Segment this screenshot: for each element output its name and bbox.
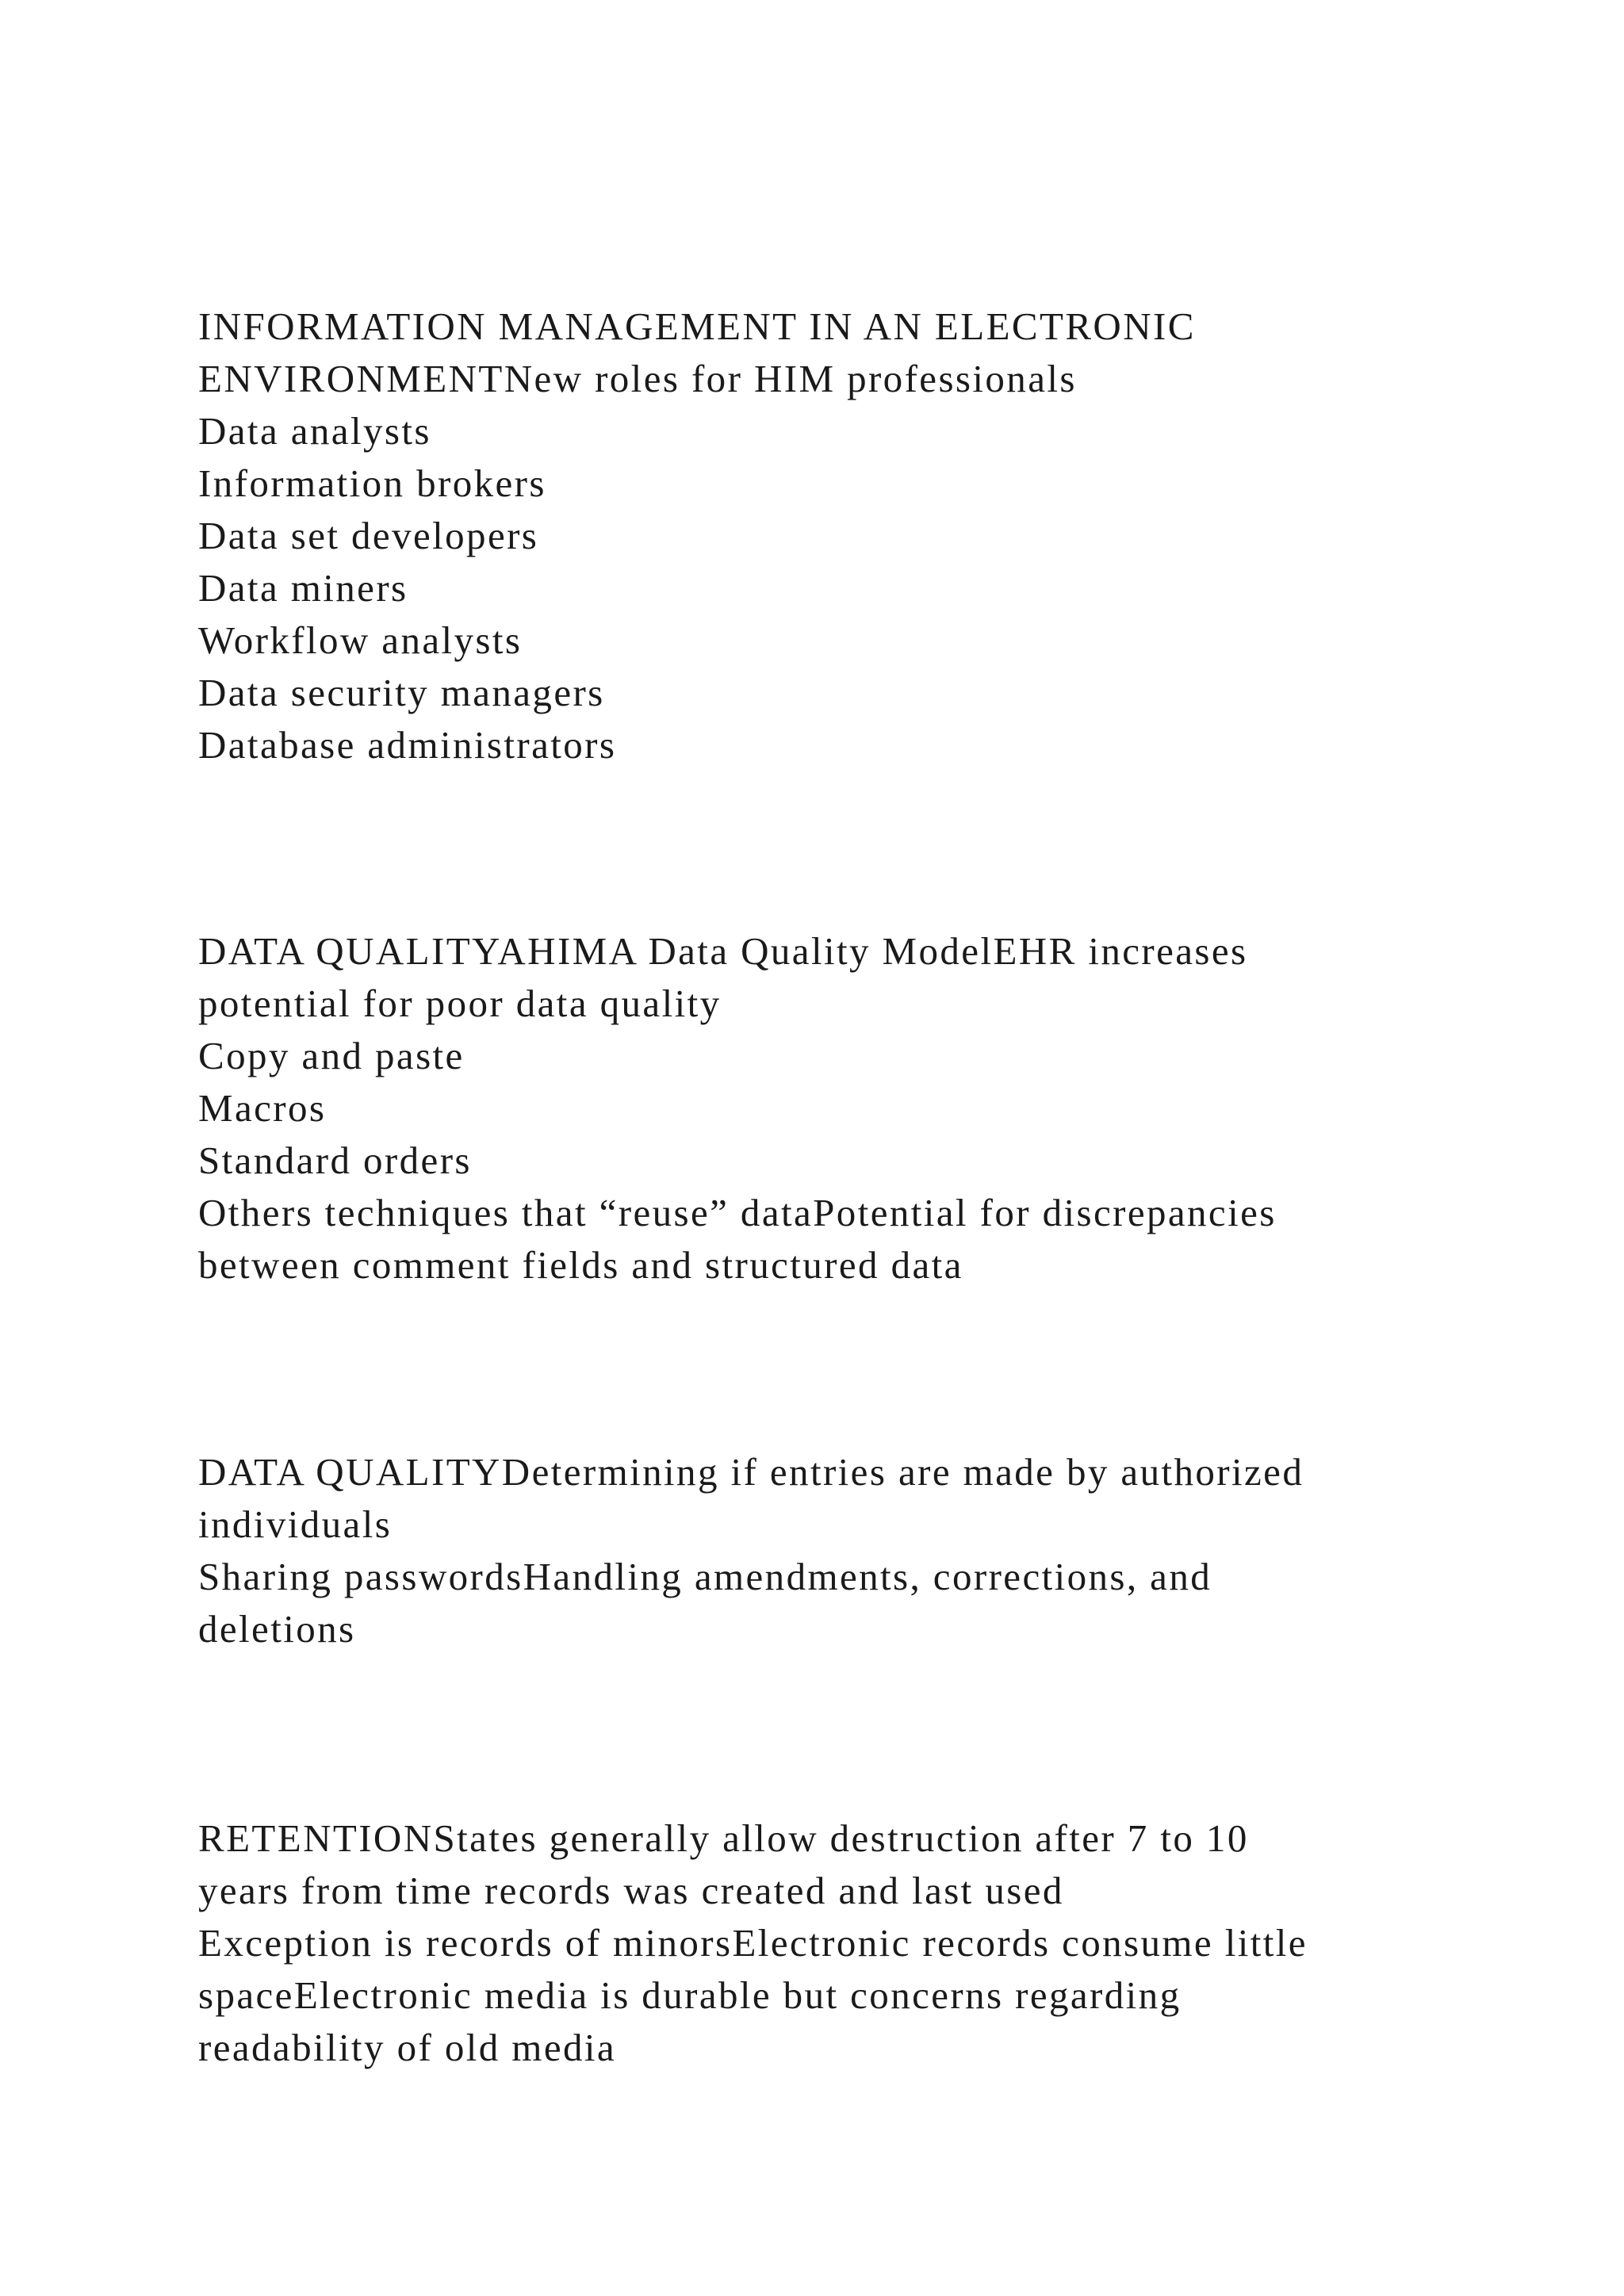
list-item: Workflow analysts — [198, 618, 523, 662]
section-data-quality-authorization — [198, 1446, 1467, 1655]
list-item: Standard orders — [198, 1138, 472, 1182]
text-line: spaceElectronic media is durable but concerns regarding — [198, 1973, 1182, 2017]
text-line: Exception is records of minorsElectronic records consume little — [198, 1921, 1308, 1965]
text-line: ENVIRONMENTNew roles for HIM professionals — [198, 357, 1077, 400]
list-item: Database administrators — [198, 723, 617, 767]
text-line: RETENTIONStates generally allow destruction after 7 to 10 — [198, 1816, 1249, 1860]
list-item: Macros — [198, 1086, 327, 1130]
text-line: years from time records was created and last used — [198, 1869, 1064, 1912]
section-data-quality-model — [198, 925, 1467, 1292]
list-item: Data set developers — [198, 514, 539, 557]
text-line: Sharing passwordsHandling amendments, corrections, and — [198, 1555, 1212, 1598]
text-line: potential for poor data quality — [198, 982, 722, 1025]
text-line: readability of old media — [198, 2026, 617, 2069]
text-line: individuals — [198, 1502, 393, 1546]
list-item: Data analysts — [198, 409, 431, 453]
text-line: DATA QUALITYAHIMA Data Quality ModelEHR increases — [198, 929, 1248, 973]
text-line: Others techniques that “reuse” dataPotential for discrepancies — [198, 1191, 1277, 1234]
list-item: Data security managers — [198, 671, 605, 714]
text-line: INFORMATION MANAGEMENT IN AN ELECTRONIC — [198, 304, 1196, 348]
section-information-management — [198, 300, 1467, 771]
list-item: Copy and paste — [198, 1034, 465, 1077]
text-line: DATA QUALITYDetermining if entries are made by authorized — [198, 1450, 1304, 1494]
list-item: Information brokers — [198, 461, 546, 505]
text-line: between comment fields and structured data — [198, 1243, 963, 1287]
section-retention — [198, 1812, 1467, 2074]
list-item: Data miners — [198, 566, 408, 610]
text-line: deletions — [198, 1607, 356, 1651]
